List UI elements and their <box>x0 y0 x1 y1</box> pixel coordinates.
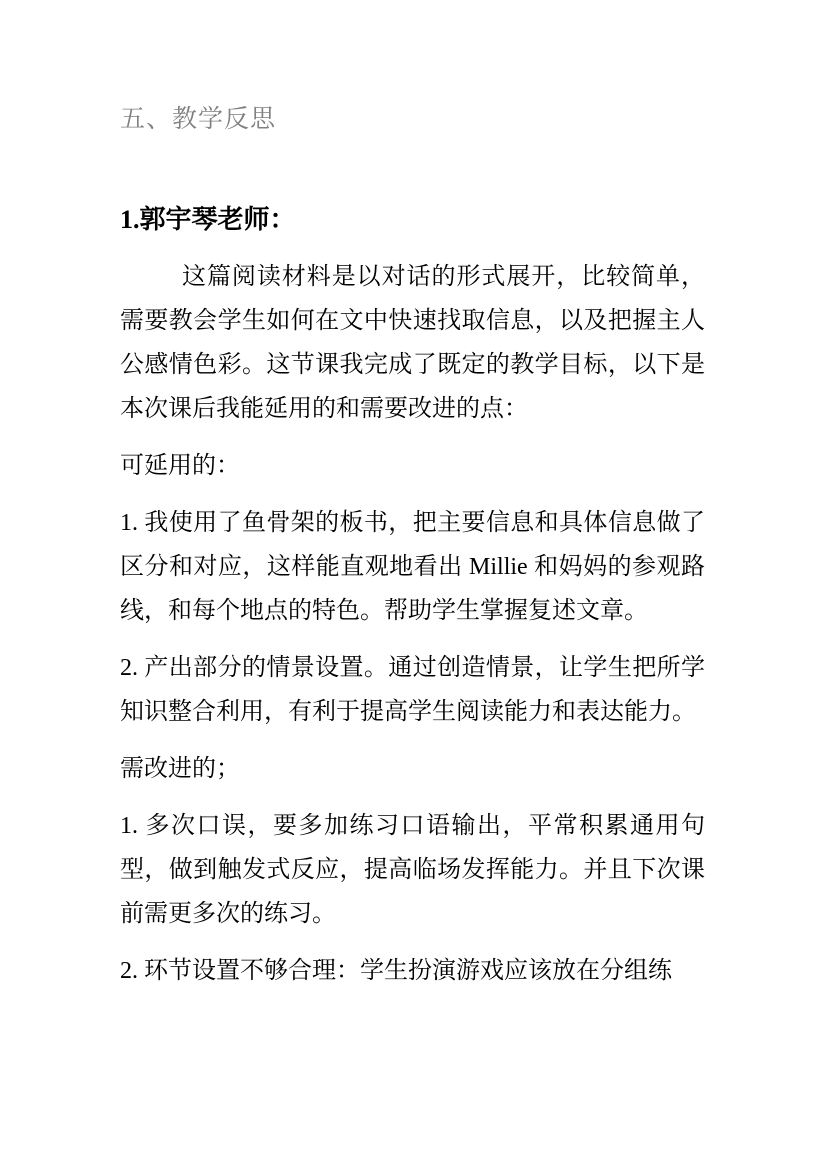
intro-paragraph: 这篇阅读材料是以对话的形式展开，比较简单，需要教会学生如何在文中快速找取信息，以及把握主人公感情色彩。这节课我完成了既定的教学目标，以下是本次课后我能延用的和需要改进的点： <box>120 264 705 422</box>
improvement-points-label: 需改进的； <box>120 756 240 782</box>
section-heading: 五、教学反思 <box>120 106 277 133</box>
reusable-point-1: 1. 我使用了鱼骨架的板书，把主要信息和具体信息做了区分和对应，这样能直观地看出 Millie 和妈妈的参观路线，和每个地点的特色。帮助学生掌握复述文章。 <box>120 510 705 624</box>
teacher-name-heading: 1.郭宇琴老师： <box>120 205 296 234</box>
reusable-point-2: 2. 产出部分的情景设置。通过创造情景，让学生把所学知识整合利用，有利于提高学生阅读能力和表达能力。 <box>120 655 705 725</box>
improvement-point-1: 1. 多次口误，要多加练习口语输出，平常积累通用句型，做到触发式反应，提高临场发挥能力。并且下次课前需更多次的练习。 <box>120 813 705 927</box>
reusable-points-label: 可延用的： <box>120 453 240 479</box>
improvement-point-2: 2. 环节设置不够合理：学生扮演游戏应该放在分组练 <box>120 958 672 984</box>
